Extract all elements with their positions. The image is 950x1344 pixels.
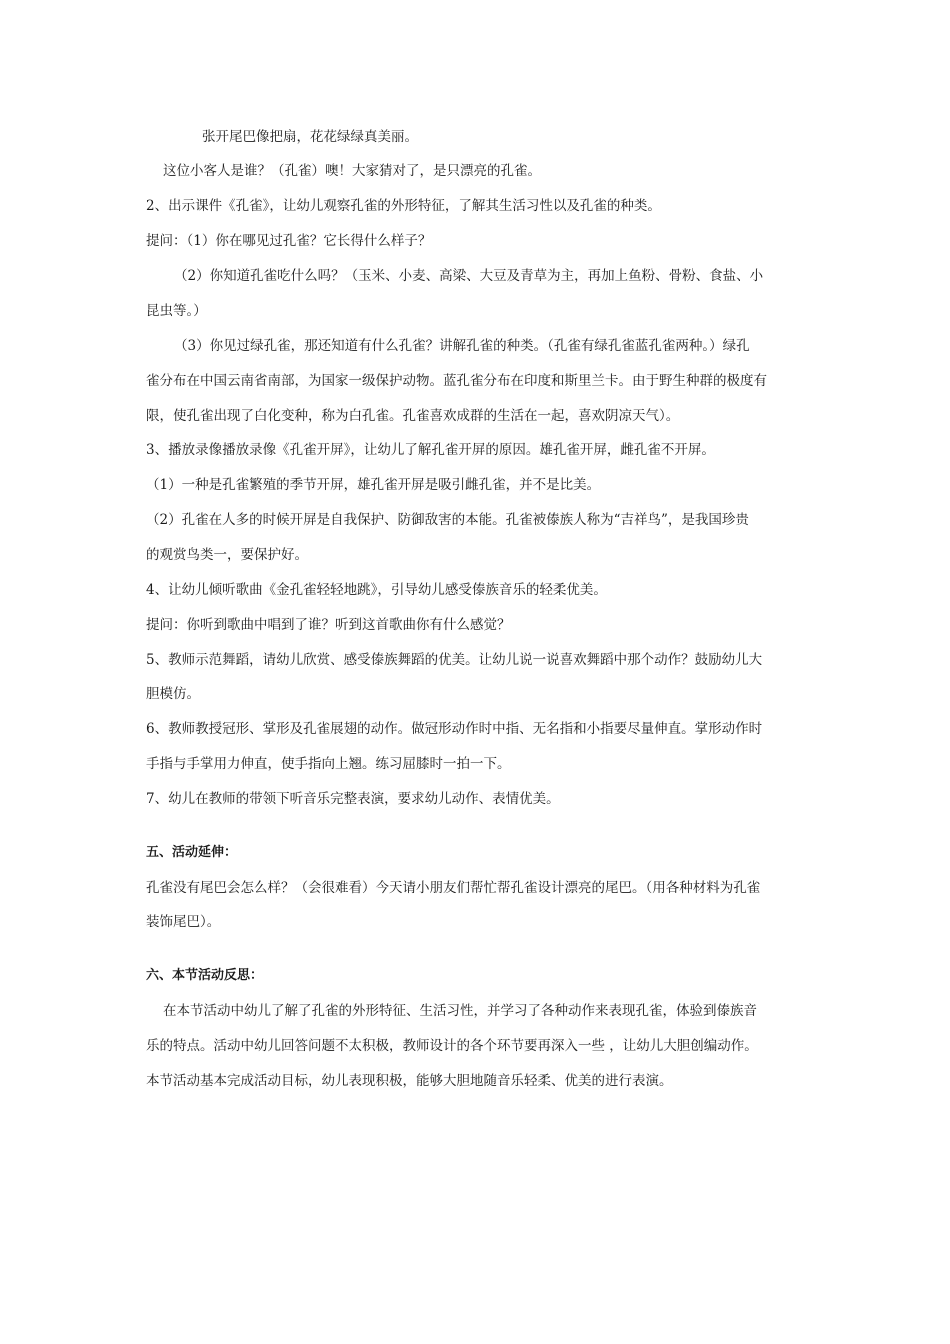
extension-continued: 装饰尾巴）。	[146, 914, 221, 930]
intro-paragraph: 这位小客人是谁？（孔雀）噢！大家猜对了，是只漂亮的孔雀。	[163, 163, 541, 179]
reason-2-continued: 的观赏鸟类一，要保护好。	[146, 547, 308, 563]
step-3-paragraph: 3、播放录像播放录像《孔雀开屏》，让幼儿了解孔雀开屏的原因。雄孔雀开屏，雌孔雀不开屏。	[146, 442, 715, 458]
reason-2: （2）孔雀在人多的时候开屏是自我保护、防御敌害的本能。孔雀被傣族人称为“吉祥鸟”，是我国珍贵	[146, 512, 749, 528]
step-4-paragraph: 4、让幼儿倾听歌曲《金孔雀轻轻地跳》，引导幼儿感受傣族音乐的轻柔优美。	[146, 582, 607, 598]
step-6-paragraph: 6、教师教授冠形、掌形及孔雀展翅的动作。做冠形动作时中指、无名指和小指要尽量伸直。掌形动作时	[146, 721, 763, 737]
section-6-heading: 六、本节活动反思：	[146, 968, 264, 983]
question-3: （3）你见过绿孔雀，那还知道有什么孔雀？讲解孔雀的种类。（孔雀有绿孔雀蓝孔雀两种。）绿孔	[174, 338, 750, 354]
step-4-question: 提问：你听到歌曲中唱到了谁？听到这首歌曲你有什么感觉？	[146, 617, 511, 633]
reflection-continued: 乐的特点。活动中幼儿回答问题不太积极，教师设计的各个环节要再深入一些 ，让幼儿大胆创编动作。	[146, 1038, 758, 1054]
step-5-paragraph: 5、教师示范舞蹈，请幼儿欣赏、感受傣族舞蹈的优美。让幼儿说一说喜欢舞蹈中那个动作？鼓励幼儿大	[146, 652, 763, 668]
step-2-paragraph: 2、出示课件《孔雀》，让幼儿观察孔雀的外形特征，了解其生活习性以及孔雀的种类。	[146, 198, 661, 214]
question-1: 提问：（1）你在哪见过孔雀？它长得什么样子？	[146, 233, 432, 249]
section-5-heading: 五、活动延伸：	[146, 845, 238, 860]
step-7-paragraph: 7、幼儿在教师的带领下听音乐完整表演，要求幼儿动作、表情优美。	[146, 791, 560, 807]
extension-paragraph: 孔雀没有尾巴会怎么样？（会很难看）今天请小朋友们帮忙帮孔雀设计漂亮的尾巴。（用各种材料为孔雀	[146, 880, 761, 896]
question-3-continued: 限，使孔雀出现了白化变种，称为白孔雀。孔雀喜欢成群的生活在一起，喜欢阴凉天气）。	[146, 408, 680, 424]
reflection-paragraph: 在本节活动中幼儿了解了孔雀的外形特征、生活习性，并学习了各种动作来表现孔雀，体验到傣族音	[163, 1003, 757, 1019]
question-2-continued: 昆虫等。）	[146, 303, 207, 319]
question-3-continued: 雀分布在中国云南省南部，为国家一级保护动物。蓝孔雀分布在印度和斯里兰卡。由于野生种群的极度有	[146, 373, 767, 389]
reason-1: （1）一种是孔雀繁殖的季节开屏，雄孔雀开屏是吸引雌孔雀，并不是比美。	[146, 477, 601, 493]
step-5-continued: 胆模仿。	[146, 686, 200, 702]
step-6-continued: 手指与手掌用力伸直，使手指向上翘。练习屈膝时一拍一下。	[146, 756, 511, 772]
verse-line: 张开尾巴像把扇，花花绿绿真美丽。	[202, 129, 418, 145]
reflection-continued: 本节活动基本完成活动目标，幼儿表现积极，能够大胆地随音乐轻柔、优美的进行表演。	[146, 1073, 673, 1089]
question-2: （2）你知道孔雀吃什么吗？（玉米、小麦、高梁、大豆及青草为主，再加上鱼粉、骨粉、食盐、小	[174, 268, 764, 284]
